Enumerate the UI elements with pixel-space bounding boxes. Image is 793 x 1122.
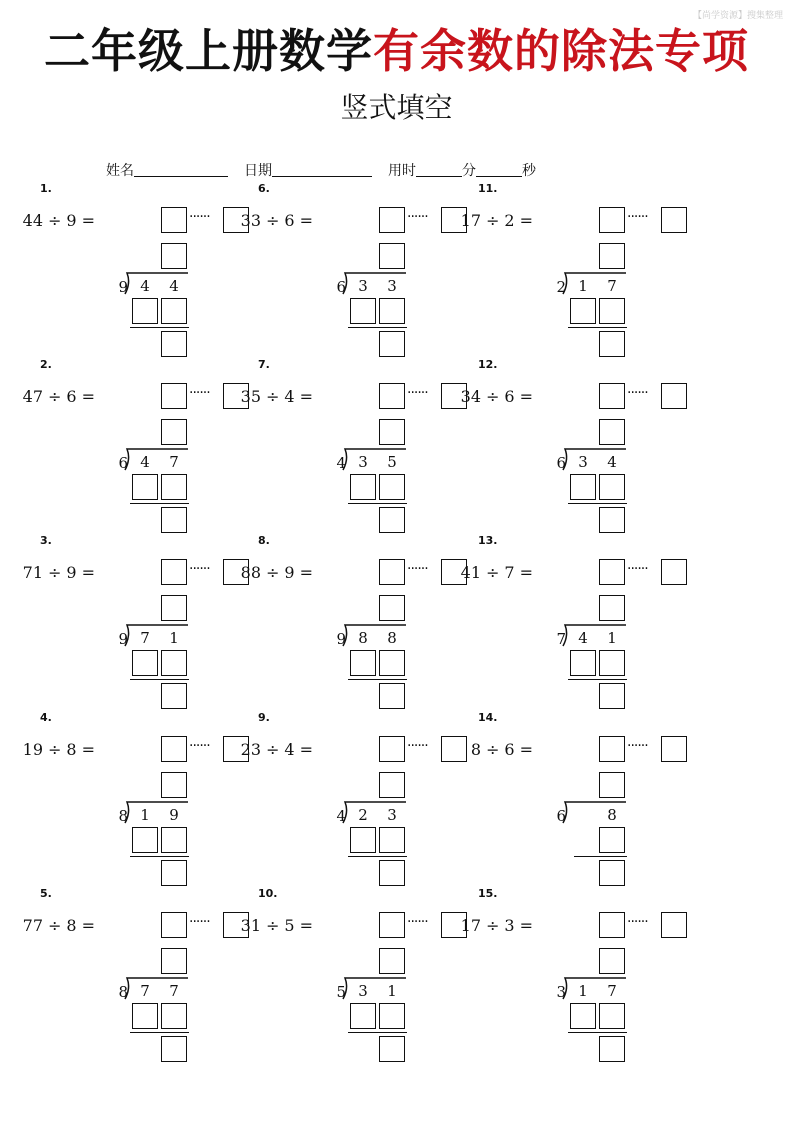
seconds-label: 秒 — [522, 163, 536, 179]
equals-sign: = — [519, 387, 533, 406]
equation — [461, 911, 538, 941]
product-tens-box[interactable] — [570, 474, 596, 500]
quotient-box[interactable] — [379, 383, 405, 409]
dotted-leader: ······ — [627, 209, 648, 225]
divisor: 3 — [504, 916, 515, 935]
equals-sign: = — [299, 211, 313, 230]
quotient-box[interactable] — [161, 559, 187, 585]
time-label: 用时 — [388, 163, 416, 179]
quotient-box[interactable] — [161, 912, 187, 938]
remainder-digit-box[interactable] — [161, 507, 187, 533]
dotted-leader: ······ — [627, 914, 648, 930]
quotient-digit-box[interactable] — [599, 595, 625, 621]
division-problem — [240, 534, 488, 709]
dividend: 47 — [22, 387, 43, 406]
product-ones-box[interactable] — [599, 827, 625, 853]
divide-sign: ÷ — [266, 740, 280, 759]
product-tens-box[interactable] — [132, 827, 158, 853]
quotient-digit-box[interactable] — [379, 419, 405, 445]
division-problem — [460, 358, 708, 533]
equals-sign: = — [519, 740, 533, 759]
dividend-ones-digit: 3 — [387, 806, 397, 824]
quotient-box[interactable] — [379, 207, 405, 233]
ld-divisor: 8 — [118, 983, 128, 1001]
dividend-ones-digit: 7 — [169, 453, 179, 471]
divide-sign: ÷ — [48, 916, 62, 935]
product-ones-box[interactable] — [161, 298, 187, 324]
dividend: 31 — [240, 916, 261, 935]
name-label: 姓名 — [106, 163, 134, 179]
dividend-ones-digit: 3 — [387, 277, 397, 295]
quotient-box[interactable] — [161, 207, 187, 233]
product-ones-box[interactable] — [379, 650, 405, 676]
subtraction-line — [348, 327, 407, 328]
divisor: 8 — [66, 740, 77, 759]
quotient-digit-box[interactable] — [599, 419, 625, 445]
dividend-ones-digit: 8 — [387, 629, 397, 647]
equals-sign: = — [299, 387, 313, 406]
dividend: 71 — [22, 563, 43, 582]
divisor: 9 — [66, 563, 77, 582]
equals-sign: = — [519, 211, 533, 230]
quotient-box[interactable] — [379, 559, 405, 585]
product-ones-box[interactable] — [161, 474, 187, 500]
equation — [241, 735, 318, 765]
quotient-box[interactable] — [599, 207, 625, 233]
quotient-digit-box[interactable] — [599, 948, 625, 974]
divide-sign: ÷ — [486, 211, 500, 230]
title-red: 有余数的除法专项 — [373, 24, 749, 78]
equation — [23, 735, 100, 765]
equals-sign: = — [519, 563, 533, 582]
ld-divisor: 4 — [336, 454, 346, 472]
quotient-box[interactable] — [599, 383, 625, 409]
subtraction-line — [130, 679, 189, 680]
subtraction-line — [348, 503, 407, 504]
subtraction-line — [574, 856, 627, 857]
remainder-digit-box[interactable] — [379, 331, 405, 357]
dividend: 19 — [22, 740, 43, 759]
equation — [461, 382, 538, 412]
divide-sign: ÷ — [266, 563, 280, 582]
problem-number: 7. — [258, 358, 270, 371]
quotient-box[interactable] — [599, 912, 625, 938]
division-problem — [22, 358, 270, 533]
dividend: 34 — [460, 387, 481, 406]
divisor: 6 — [66, 387, 77, 406]
divide-sign: ÷ — [48, 740, 62, 759]
ld-divisor: 9 — [118, 630, 128, 648]
product-tens-box[interactable] — [132, 650, 158, 676]
ld-divisor: 8 — [118, 807, 128, 825]
quotient-box[interactable] — [599, 559, 625, 585]
equation — [23, 382, 100, 412]
ld-divisor: 6 — [118, 454, 128, 472]
remainder-digit-box[interactable] — [379, 1036, 405, 1062]
ld-divisor: 7 — [556, 630, 566, 648]
problem-number: 6. — [258, 182, 270, 195]
ld-divisor: 5 — [336, 983, 346, 1001]
equals-sign: = — [81, 740, 95, 759]
dividend-ones-digit: 1 — [387, 982, 397, 1000]
quotient-digit-box[interactable] — [161, 419, 187, 445]
dotted-leader: ······ — [189, 385, 210, 401]
product-tens-box[interactable] — [350, 650, 376, 676]
dividend-ones-digit: 4 — [607, 453, 617, 471]
info-line — [106, 160, 536, 180]
dividend-ones-digit: 9 — [169, 806, 179, 824]
divisor: 6 — [504, 387, 515, 406]
divisor: 8 — [66, 916, 77, 935]
divide-sign: ÷ — [266, 916, 280, 935]
dotted-leader: ······ — [407, 914, 428, 930]
divide-sign: ÷ — [48, 563, 62, 582]
division-problem — [22, 534, 270, 709]
remainder-digit-box[interactable] — [161, 860, 187, 886]
seconds-field[interactable] — [476, 162, 522, 177]
equation — [241, 911, 318, 941]
dotted-leader: ······ — [627, 738, 648, 754]
equals-sign: = — [299, 916, 313, 935]
subtraction-line — [348, 1032, 407, 1033]
product-tens-box[interactable] — [132, 298, 158, 324]
problem-number: 15. — [478, 887, 498, 900]
division-problem — [460, 534, 708, 709]
quotient-digit-box[interactable] — [161, 948, 187, 974]
quotient-digit-box[interactable] — [379, 595, 405, 621]
dotted-leader: ······ — [407, 738, 428, 754]
divisor: 4 — [284, 387, 295, 406]
division-problem — [240, 182, 488, 357]
equals-sign: = — [299, 563, 313, 582]
equation — [23, 911, 100, 941]
remainder-digit-box[interactable] — [599, 860, 625, 886]
minutes-field[interactable] — [416, 162, 462, 177]
equation — [241, 382, 318, 412]
problem-number: 14. — [478, 711, 498, 724]
remainder-digit-box[interactable] — [599, 331, 625, 357]
division-problem — [22, 887, 270, 1062]
dividend-tens-digit: 3 — [358, 982, 368, 1000]
quotient-box[interactable] — [161, 383, 187, 409]
subtraction-line — [568, 503, 627, 504]
quotient-box[interactable] — [161, 736, 187, 762]
divisor: 7 — [504, 563, 515, 582]
dividend-ones-digit: 5 — [387, 453, 397, 471]
subtraction-line — [348, 856, 407, 857]
dividend-tens-digit: 1 — [578, 277, 588, 295]
dotted-leader: ······ — [407, 385, 428, 401]
dividend-tens-digit: 8 — [358, 629, 368, 647]
divide-sign: ÷ — [486, 563, 500, 582]
remainder-digit-box[interactable] — [379, 683, 405, 709]
product-ones-box[interactable] — [161, 827, 187, 853]
product-tens-box[interactable] — [570, 1003, 596, 1029]
equation — [23, 206, 100, 236]
problem-number: 3. — [40, 534, 52, 547]
product-ones-box[interactable] — [599, 1003, 625, 1029]
minutes-label: 分 — [462, 163, 476, 179]
quotient-digit-box[interactable] — [161, 772, 187, 798]
remainder-digit-box[interactable] — [161, 683, 187, 709]
dividend-tens-digit: 4 — [578, 629, 588, 647]
dividend: 17 — [460, 211, 481, 230]
dividend-tens-digit: 3 — [358, 453, 368, 471]
subtraction-line — [130, 327, 189, 328]
problem-number: 2. — [40, 358, 52, 371]
dividend: 23 — [240, 740, 261, 759]
remainder-digit-box[interactable] — [379, 860, 405, 886]
equation — [461, 206, 538, 236]
ld-divisor: 9 — [118, 278, 128, 296]
division-problem — [22, 182, 270, 357]
equation — [241, 558, 318, 588]
page-title — [0, 20, 793, 82]
product-tens-box[interactable] — [132, 474, 158, 500]
dividend: 8 — [470, 740, 481, 759]
dividend-tens-digit: 7 — [140, 629, 150, 647]
equation — [241, 206, 318, 236]
subtraction-line — [130, 1032, 189, 1033]
remainder-digit-box[interactable] — [599, 683, 625, 709]
dividend: 77 — [22, 916, 43, 935]
remainder-box[interactable] — [661, 559, 687, 585]
product-ones-box[interactable] — [379, 827, 405, 853]
divisor: 5 — [284, 916, 295, 935]
equals-sign: = — [81, 387, 95, 406]
product-tens-box[interactable] — [132, 1003, 158, 1029]
problem-number: 8. — [258, 534, 270, 547]
division-problem — [460, 182, 708, 357]
subtraction-line — [348, 679, 407, 680]
product-ones-box[interactable] — [161, 650, 187, 676]
dotted-leader: ······ — [189, 738, 210, 754]
equals-sign: = — [299, 740, 313, 759]
dividend-tens-digit: 7 — [140, 982, 150, 1000]
dividend-ones-digit: 7 — [607, 277, 617, 295]
ld-divisor: 2 — [556, 278, 566, 296]
division-problem — [22, 711, 270, 886]
divide-sign: ÷ — [48, 387, 62, 406]
dotted-leader: ······ — [189, 209, 210, 225]
problem-number: 12. — [478, 358, 498, 371]
equation — [471, 735, 538, 765]
divide-sign: ÷ — [266, 211, 280, 230]
equals-sign: = — [81, 211, 95, 230]
remainder-box[interactable] — [661, 912, 687, 938]
divisor: 6 — [504, 740, 515, 759]
watermark: 【尚学资源】搜集整理 — [692, 11, 783, 21]
product-ones-box[interactable] — [379, 298, 405, 324]
dotted-leader: ······ — [627, 561, 648, 577]
dotted-leader: ······ — [407, 561, 428, 577]
dividend-tens-digit: 1 — [140, 806, 150, 824]
product-tens-box[interactable] — [350, 827, 376, 853]
division-problem — [240, 358, 488, 533]
divide-sign: ÷ — [486, 740, 500, 759]
product-tens-box[interactable] — [350, 298, 376, 324]
product-tens-box[interactable] — [350, 474, 376, 500]
divisor: 6 — [284, 211, 295, 230]
divisor: 9 — [284, 563, 295, 582]
dividend: 33 — [240, 211, 261, 230]
dividend-tens-digit: 2 — [358, 806, 368, 824]
dividend-ones-digit: 7 — [169, 982, 179, 1000]
equals-sign: = — [81, 916, 95, 935]
dividend-tens-digit: 3 — [358, 277, 368, 295]
dividend-ones-digit: 1 — [169, 629, 179, 647]
ld-divisor: 4 — [336, 807, 346, 825]
remainder-box[interactable] — [661, 383, 687, 409]
product-tens-box[interactable] — [570, 298, 596, 324]
quotient-digit-box[interactable] — [379, 772, 405, 798]
dotted-leader: ······ — [407, 209, 428, 225]
quotient-box[interactable] — [379, 736, 405, 762]
divide-sign: ÷ — [266, 387, 280, 406]
ld-divisor: 6 — [556, 807, 566, 825]
quotient-digit-box[interactable] — [161, 243, 187, 269]
dotted-leader: ······ — [189, 914, 210, 930]
subtraction-line — [568, 327, 627, 328]
ld-divisor: 6 — [556, 454, 566, 472]
product-ones-box[interactable] — [379, 1003, 405, 1029]
ld-divisor: 6 — [336, 278, 346, 296]
divide-sign: ÷ — [48, 211, 62, 230]
equals-sign: = — [81, 563, 95, 582]
subtraction-line — [130, 856, 189, 857]
dividend: 17 — [460, 916, 481, 935]
product-ones-box[interactable] — [161, 1003, 187, 1029]
dividend-tens-digit: 4 — [140, 453, 150, 471]
quotient-digit-box[interactable] — [379, 243, 405, 269]
divide-sign: ÷ — [486, 916, 500, 935]
equation — [23, 558, 100, 588]
dividend-ones-digit: 8 — [607, 806, 617, 824]
remainder-digit-box[interactable] — [599, 1036, 625, 1062]
quotient-box[interactable] — [599, 736, 625, 762]
product-ones-box[interactable] — [379, 474, 405, 500]
product-ones-box[interactable] — [599, 474, 625, 500]
remainder-box[interactable] — [441, 736, 467, 762]
dividend: 41 — [460, 563, 481, 582]
divide-sign: ÷ — [486, 387, 500, 406]
problem-number: 1. — [40, 182, 52, 195]
quotient-digit-box[interactable] — [599, 243, 625, 269]
dividend-tens-digit: 4 — [140, 277, 150, 295]
subtraction-line — [568, 1032, 627, 1033]
quotient-digit-box[interactable] — [161, 595, 187, 621]
dividend-ones-digit: 1 — [607, 629, 617, 647]
dotted-leader: ······ — [189, 561, 210, 577]
equation — [461, 558, 538, 588]
remainder-digit-box[interactable] — [161, 331, 187, 357]
problem-number: 10. — [258, 887, 278, 900]
product-ones-box[interactable] — [599, 298, 625, 324]
problem-number: 5. — [40, 887, 52, 900]
date-field[interactable] — [272, 162, 372, 177]
quotient-digit-box[interactable] — [599, 772, 625, 798]
quotient-digit-box[interactable] — [379, 948, 405, 974]
dividend-tens-digit: 3 — [578, 453, 588, 471]
name-field[interactable] — [134, 162, 228, 177]
page-subtitle: 竖式填空 — [340, 91, 453, 124]
dividend-tens-digit: 1 — [578, 982, 588, 1000]
quotient-box[interactable] — [379, 912, 405, 938]
ld-divisor: 9 — [336, 630, 346, 648]
dividend: 35 — [240, 387, 261, 406]
remainder-box[interactable] — [661, 736, 687, 762]
divisor: 9 — [66, 211, 77, 230]
title-black: 二年级上册数学 — [44, 24, 373, 78]
subtraction-line — [568, 679, 627, 680]
problem-number: 11. — [478, 182, 498, 195]
remainder-digit-box[interactable] — [379, 507, 405, 533]
product-tens-box[interactable] — [350, 1003, 376, 1029]
remainder-box[interactable] — [661, 207, 687, 233]
division-problem — [460, 887, 708, 1062]
date-label: 日期 — [244, 163, 272, 179]
product-ones-box[interactable] — [599, 650, 625, 676]
division-problem — [470, 711, 708, 886]
problem-number: 13. — [478, 534, 498, 547]
dividend: 44 — [22, 211, 43, 230]
dividend: 88 — [240, 563, 261, 582]
ld-divisor: 3 — [556, 983, 566, 1001]
division-problem — [240, 711, 488, 886]
dividend-ones-digit: 4 — [169, 277, 179, 295]
subtraction-line — [130, 503, 189, 504]
division-problem — [240, 887, 488, 1062]
problem-number: 9. — [258, 711, 270, 724]
remainder-digit-box[interactable] — [599, 507, 625, 533]
divisor: 4 — [284, 740, 295, 759]
product-tens-box[interactable] — [570, 650, 596, 676]
remainder-digit-box[interactable] — [161, 1036, 187, 1062]
dotted-leader: ······ — [627, 385, 648, 401]
divisor: 2 — [504, 211, 515, 230]
dividend-ones-digit: 7 — [607, 982, 617, 1000]
equals-sign: = — [519, 916, 533, 935]
problem-number: 4. — [40, 711, 52, 724]
